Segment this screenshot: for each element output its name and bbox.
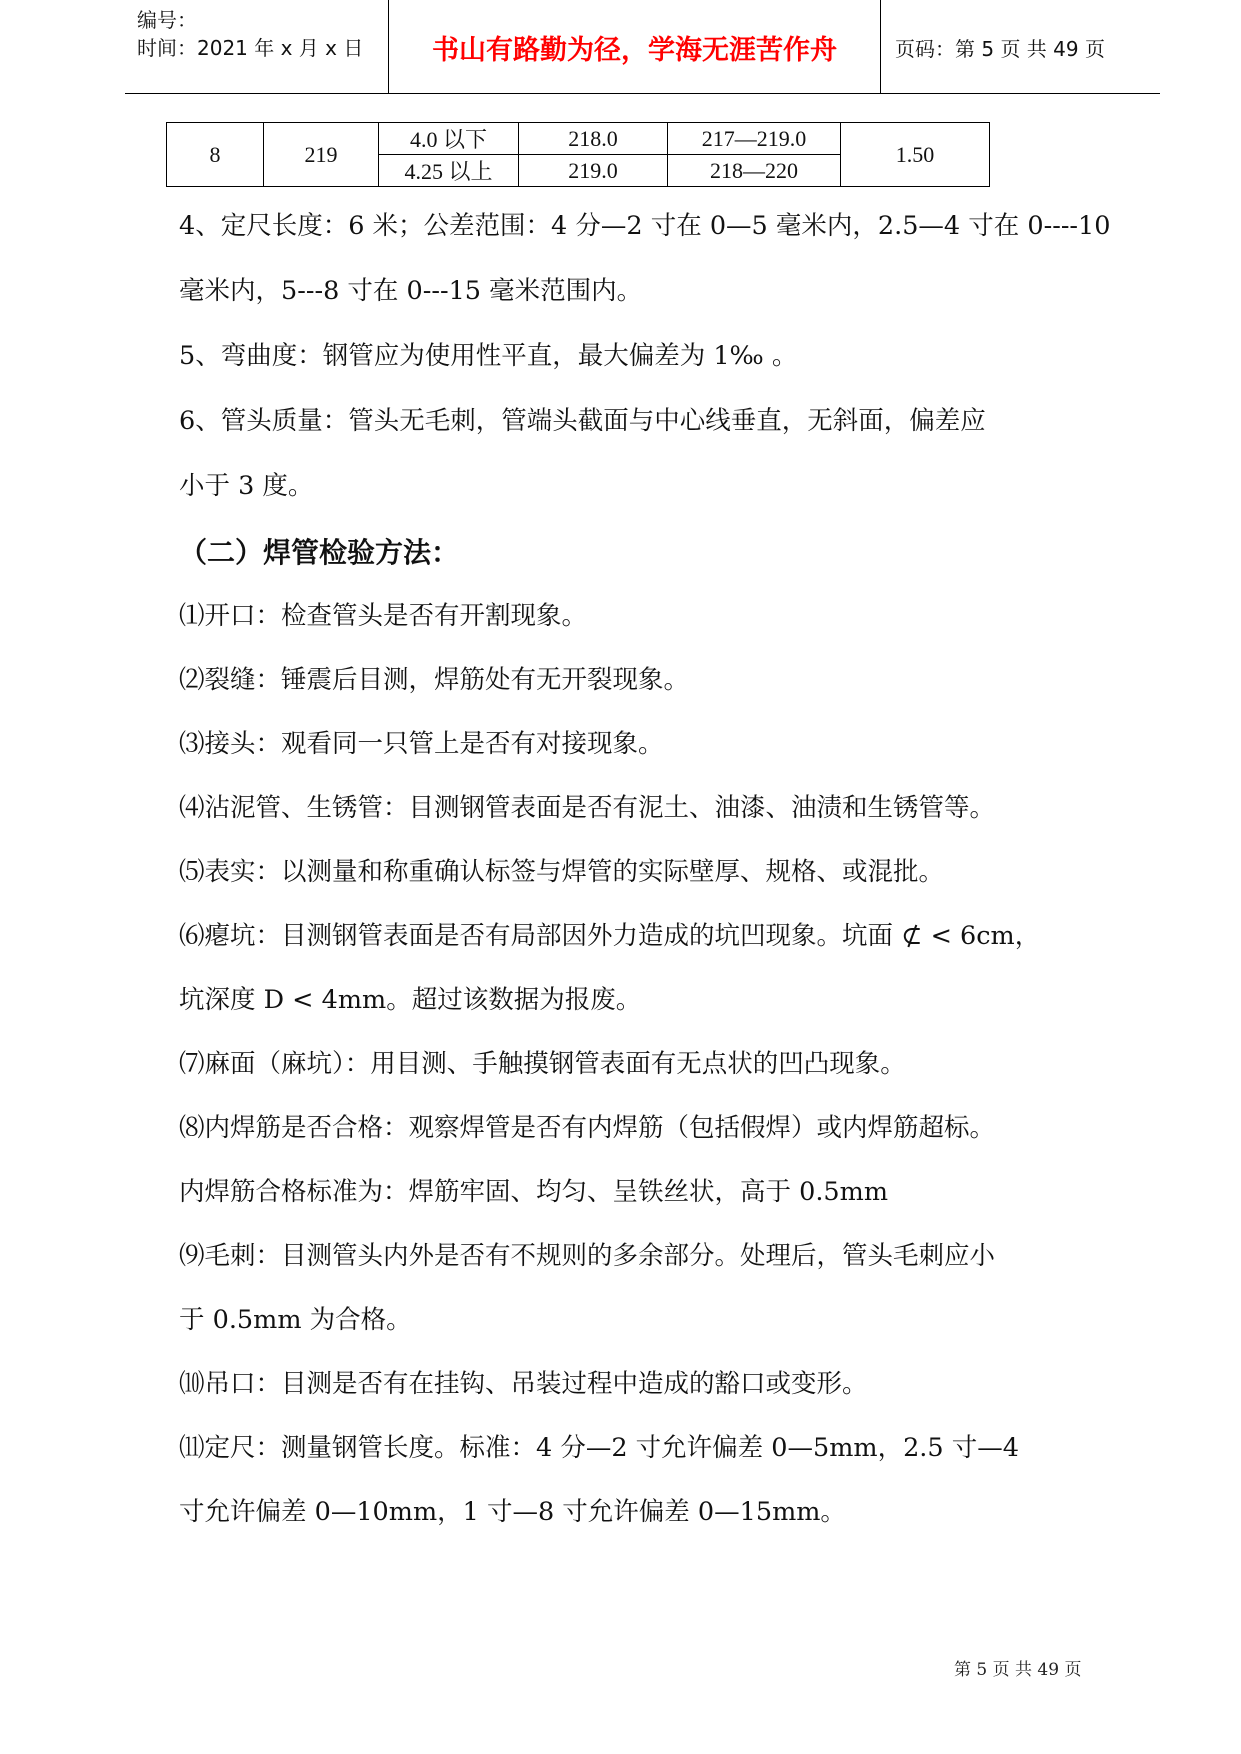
method-8-line-1: ⑻内焊筋是否合格：观察焊管是否有内焊筋（包括假焊）或内焊筋超标。 — [179, 1113, 996, 1143]
header-page-info: 页码：第 5 页 共 49 页 — [895, 37, 1105, 61]
header-middle-cell — [389, 0, 881, 93]
paragraph-5: 5、弯曲度：钢管应为使用性平直，最大偏差为 1‰ 。 — [179, 341, 798, 371]
header-right-cell — [881, 0, 1160, 93]
method-11-line-2: 寸允许偏差 0—10mm，1 寸—8 寸允许偏差 0—15mm。 — [179, 1497, 846, 1527]
table-cell-value: 219.0 — [519, 155, 668, 187]
method-4: ⑷沾泥管、生锈管：目测钢管表面是否有泥土、油漆、油渍和生锈管等。 — [179, 793, 996, 823]
number-label: 编号： — [137, 8, 197, 32]
method-9-line-2: 于 0.5mm 为合格。 — [179, 1305, 412, 1335]
method-9-line-1: ⑼毛刺：目测管头内外是否有不规则的多余部分。处理后，管头毛刺应小 — [179, 1241, 996, 1271]
table-cell-range: 217—219.0 — [668, 123, 841, 155]
paragraph-4-line-2: 毫米内，5---8 寸在 0---15 毫米范围内。 — [179, 276, 643, 306]
page-header — [125, 0, 1160, 94]
spec-table — [166, 122, 990, 187]
section-heading: （二）焊管检验方法： — [179, 536, 460, 569]
table-cell-thickness: 4.25 以上 — [379, 155, 519, 187]
method-8-line-2: 内焊筋合格标准为：焊筋牢固、均匀、呈铁丝状，高于 0.5mm — [179, 1177, 889, 1207]
table-cell-range: 218—220 — [668, 155, 841, 187]
method-1: ⑴开口：检查管头是否有开割现象。 — [179, 601, 588, 631]
paragraph-6-line-1: 6、管头质量：管头无毛刺，管端头截面与中心线垂直，无斜面，偏差应 — [179, 406, 986, 436]
paragraph-6-line-2: 小于 3 度。 — [179, 471, 314, 501]
page-footer: 第 5 页 共 49 页 — [954, 1660, 1082, 1680]
time-label: 时间：2021 年 x 月 x 日 — [137, 36, 364, 60]
header-left-cell — [125, 0, 389, 93]
table-cell-value: 218.0 — [519, 123, 668, 155]
method-7: ⑺麻面（麻坑）：用目测、手触摸钢管表面有无点状的凹凸现象。 — [179, 1049, 906, 1079]
header-motto: 书山有路勤为径，学海无涯苦作舟 — [432, 35, 837, 66]
method-11-line-1: ⑾定尺：测量钢管长度。标准：4 分—2 寸允许偏差 0—5mm，2.5 寸—4 — [179, 1433, 1019, 1463]
method-6-line-2: 坑深度 D < 4mm。超过该数据为报废。 — [179, 985, 642, 1015]
table-cell-diameter: 219 — [264, 123, 379, 187]
table-cell-no: 8 — [167, 123, 264, 187]
table-row — [167, 123, 990, 155]
table-cell-thickness: 4.0 以下 — [379, 123, 519, 155]
method-10: ⑽吊口：目测是否有在挂钩、吊装过程中造成的豁口或变形。 — [179, 1369, 868, 1399]
paragraph-4-line-1: 4、定尺长度：6 米；公差范围：4 分—2 寸在 0—5 毫米内，2.5—4 寸在 0----10 — [179, 211, 1111, 241]
method-2: ⑵裂缝：锤震后目测，焊筋处有无开裂现象。 — [179, 665, 690, 695]
table-cell-tolerance: 1.50 — [841, 123, 990, 187]
method-3: ⑶接头：观看同一只管上是否有对接现象。 — [179, 729, 664, 759]
method-6-line-1: ⑹瘪坑：目测钢管表面是否有局部因外力造成的坑凹现象。坑面 ⊄ < 6cm， — [179, 921, 1041, 951]
method-5: ⑸表实：以测量和称重确认标签与焊管的实际壁厚、规格、或混批。 — [179, 857, 945, 887]
